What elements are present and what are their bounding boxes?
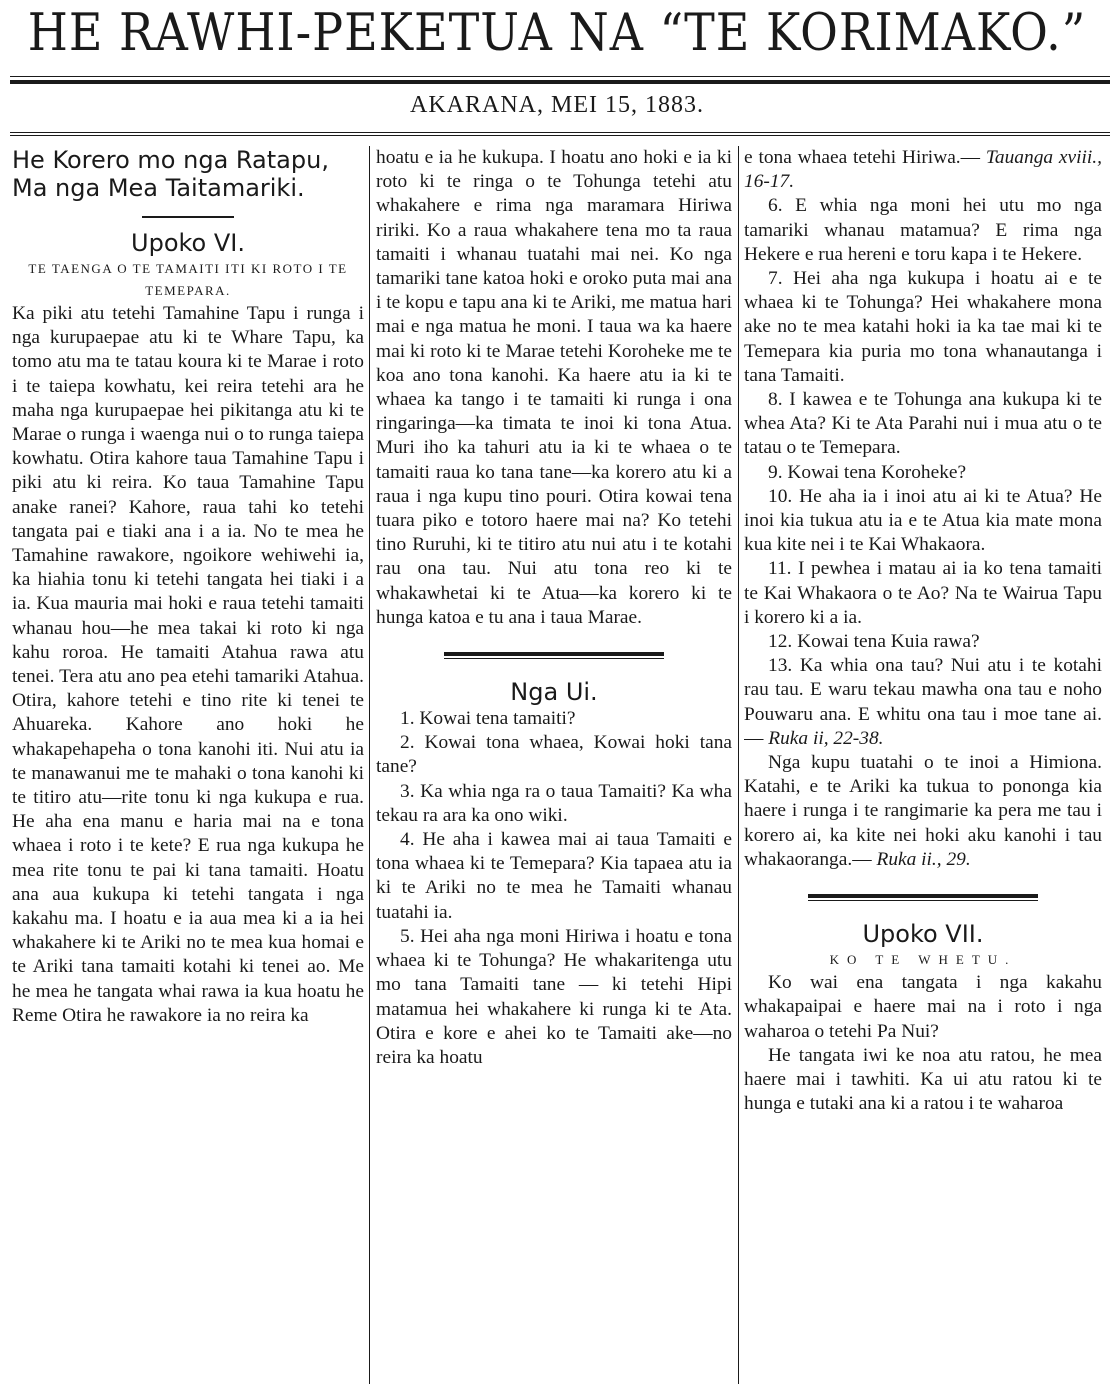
section-divider xyxy=(444,652,664,659)
scripture-reference: Ruka ii, 22-38. xyxy=(768,727,884,749)
question-4: 4. He aha i kawea mai ai taua Tamaiti e tona whaea ki te Temepara? Kia tapaea atu ia ki te Ariki no te mea he Tamaiti whanau tuatahi ia. xyxy=(376,829,732,923)
chapter-subheading: TE TAENGA O TE TAMAITI ITI KI ROTO I TE TEMEPARA. xyxy=(28,261,348,298)
body-paragraph: hoatu e ia he kukupa. I hoatu ano hoki e ia ki roto ki te ringa o te Tohunga tetehi atu whakahere e rima nga maramara Hiriwa ririki. Ko a raua whakahere tena mo ta raua tamaiti i whanau tuatahi mai nei. Ko nga tamariki tane katoa hoki e oroko puta mai ana i te kopu e tapu ana ki te Ariki, me matua hari mai e nga matua he moni. I taua wa ka haere mai ki roto ki te Marae tetehi Koroheke me te koa ano tona kanohi. Ka haere atu ia ki te whaea ka tango i te tamaiti ki runga i ona ringaringa—ka timata te inoi ki tona Atua. Muri iho ka tahuri atu ia ki te whaea o te tamaiti raua ko tana tane—ka korero atu ki a raua i nga kupu tino pouri. Otira kowai tena tuara piko e totoro haere mai na? Ko tetehi tino Ruruhi, ki te titiro atu nui atu i te kotahi rau ona tau. Nui atu tona reo ki te whakawhetai ki te Atua—ka korero ki te hunga katoa e tu ana i taua Marae. xyxy=(376,147,732,628)
continued-text: e tona whaea tetehi Hiriwa.— xyxy=(744,147,981,168)
closing-text: Nga kupu tuatahi o te inoi a Himiona. Katahi, e te Ariki ka tukua to pononga kia haere i runga i te rangimarie ka pera me tau i korero ai, ka kite nei hoki aku kanohi i tau whakaoranga.— xyxy=(744,752,1102,870)
continued-paragraph xyxy=(744,146,1102,194)
question-6: 6. E whia nga moni hei utu mo nga tamariki whanau matamua? E rima nga Hekere e rua hereni e toru kapa i te Hekere. xyxy=(744,195,1102,265)
masthead-title: HE RAWHI-PEKETUA NA “TE KORIMAKO.” xyxy=(27,1,1087,63)
question-7: 7. Hei aha nga kukupa i hoatu ai e te whaea ki te Tohunga? Hei whakahere mona ake no te mea katahi hoki ia ka tae mai ki te Temepara kia puria mo tona whanautanga i tana Tamaiti. xyxy=(744,268,1102,386)
column-divider-2 xyxy=(738,146,739,1384)
question-11: 11. I pewhea i matau ai ia ko tena tamaiti te Kai Whakaora o te Ao? Na te Wairua Tapu i korero ki a ia. xyxy=(744,558,1102,628)
question-12: 12. Kowai tena Kuia rawa? xyxy=(768,631,980,653)
closing-paragraph xyxy=(744,751,1102,872)
question-5: 5. Hei aha nga moni Hiriwa i hoatu e tona whaea ki te Tohunga? He whakaritenga utu mo tana Tamaiti tane — ki tetehi Hipi matamua hei whakahere ki runga ki te Ata. Otira e kore e ahei ko te Tamaiti ake—no reira ka hoatu xyxy=(376,925,732,1068)
chapter-subheading: KO TE WHETU. xyxy=(829,952,1017,968)
question-10: 10. He aha ia i inoi atu ai ki te Atua? He inoi kia tukua atu ia e te Atua kia mate mona kua kite nei i te Kai Whakaora. xyxy=(744,485,1102,556)
questions-heading: Nga Ui. xyxy=(510,678,598,707)
dateline: AKARANA, MEI 15, 1883. xyxy=(410,92,704,118)
masthead-rule-thick xyxy=(10,80,1110,84)
column-divider-1 xyxy=(369,146,370,1384)
question-1: 1. Kowai tena tamaiti? xyxy=(400,708,576,730)
dateline-rule-2 xyxy=(10,135,1110,136)
scripture-reference: Ruka ii., 29. xyxy=(876,848,971,870)
question-13-text: 13. Ka whia ona tau? Nui atu i te kotahi rau tau. E waru tekau mawha ona tau e noho Pouwaru ana. E whitu ona tau i moe tane ai.— xyxy=(744,655,1102,749)
article-heading: He Korero mo nga Ratapu, Ma nga Mea Taitamariki. xyxy=(12,146,329,202)
chapter-heading: Upoko VII. xyxy=(862,920,984,949)
chapter-heading: Upoko VI. xyxy=(131,229,245,257)
question-9: 9. Kowai tena Koroheke? xyxy=(768,461,967,483)
dateline-rule-1 xyxy=(10,132,1110,133)
question-2: 2. Kowai tona whaea, Kowai hoki tana tane? xyxy=(376,732,732,778)
question-13 xyxy=(744,654,1102,751)
section-divider xyxy=(808,894,1038,901)
body-paragraph: He tangata iwi ke noa atu ratou, he mea haere mai i tawhiti. Ka ui atu ratou ki te hunga e tutaki ana ki a ratou i te waharoa xyxy=(744,1044,1102,1115)
short-rule xyxy=(142,216,234,218)
column-1 xyxy=(12,146,364,1384)
question-8: 8. I kawea e te Tohunga ana kukupa ki te whea Ata? Ki te Ata Parahi nui i mua atu o te tatau o te Temepara. xyxy=(744,389,1102,459)
masthead-rule-thin xyxy=(10,76,1110,77)
scripture-reference: Tauanga xviii., 16-17. xyxy=(744,147,1102,193)
body-paragraph: Ka piki atu tetehi Tamahine Tapu i runga i nga kurupaepae atu ki te Whare Tapu, ka tomo atu ma te tatau koura ki te Marae i roto i te taiepa kowhatu, kei reira tetehi ara he maha nga kurupaepae hei pikitanga atu ki te Marae o runga i waenga nui o to runga taiepa kowhatu. Otira kahore taua Tamahine Tapu i piki atu ki reira. Ko taua Tamahine Tapu anake ranei? Kahore, raua tahi ko tetehi tangata pai e tiaki ana i a ia. No te mea he Tamahine rawakore, ngoikore wehiwehi ia, ka hiahia tonu ki tetehi tangata hei tiaki i a ia. Kua mauria mai hoki e raua tetehi tamaiti whanau hou—he mea takai ki roto ki nga kahu roroa. He tamaiti Atahua rawa atu tenei. Tera atu ano pea etehi tamariki Atahua. Otira, kahore tetehi e tino rite ki tenei te Ahuareka. Kahore ano hoki he whakapehapeha o tona kanohi iti. Nui atu ia te manawanui me te mahaki o tona kanohi ki te titiro atu—rite tonu ki nga kukupa e rua. He aha ena manu e haria mai na e tona whaea i roto i te kete? E rua nga kukupa he mea rite tonu te pai ki tana tamaiti. Hoatu ana aua kukupa ki tetehi tangata i nga kakahu ma. I hoatu e ia aua mea ki a ia hei whakahere ki te Ariki no te mea kua homai e te Ariki tana tamaiti kotahi ki tenei ao. Me he mea he tangata whai rawa ia kua hoatu he Reme Otira he rawakore ia no reira ka xyxy=(12,303,364,1026)
question-3: 3. Ka whia nga ra o taua Tamaiti? Ka wha tekau ra ara ka ono wiki. xyxy=(376,780,732,826)
body-paragraph: Ko wai ena tangata i nga kakahu whakapaipai e haere mai na i roto i nga waharoa o tetehi Pa Nui? xyxy=(744,972,1102,1042)
column-2 xyxy=(376,146,732,1384)
column-3 xyxy=(744,146,1102,1384)
